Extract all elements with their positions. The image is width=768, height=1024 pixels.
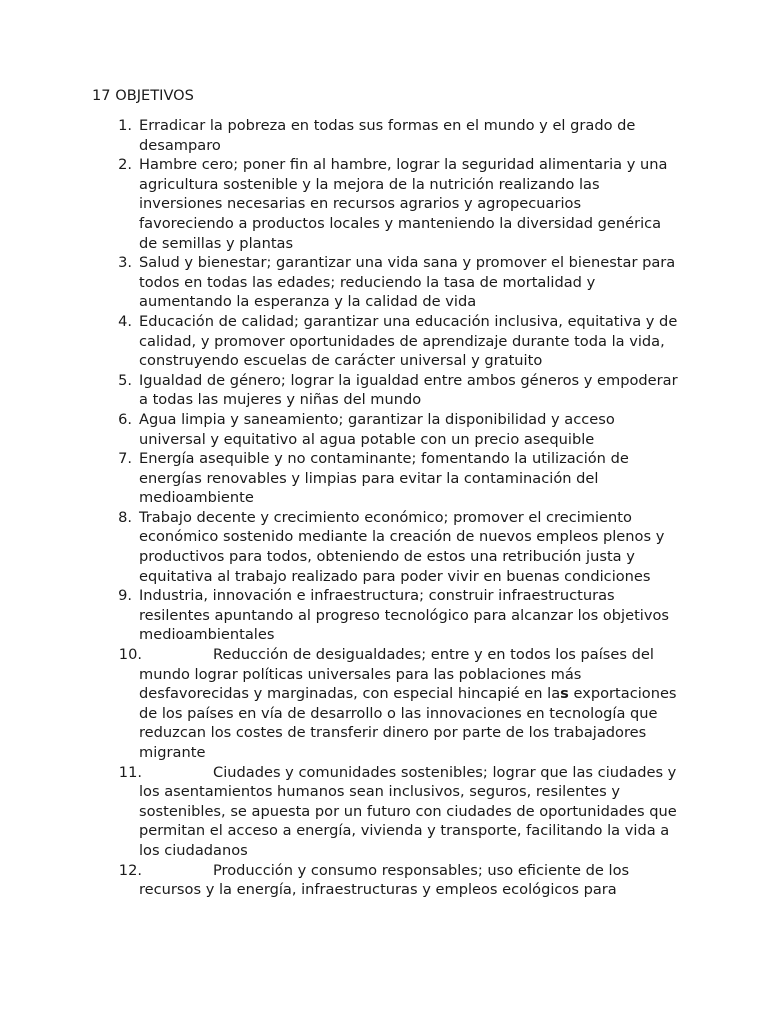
list-item-number: 6.	[118, 410, 132, 428]
list-item-text: Hambre cero; poner fin al hambre, lograr la seguridad alimentaria y una agricultura sostenible y la mejora de la nutrición realizando las inversiones necesarias en recursos agrarios y agropecuarios favoreciendo a productos locales y manteniendo la diversidad genérica de semillas y plantas	[139, 156, 668, 252]
list-item-number: 10.	[118, 646, 142, 664]
document-title: 17 OBJETIVOS	[92, 87, 194, 104]
list-item-text	[139, 645, 679, 763]
list-item-number: 12.	[118, 861, 142, 879]
list-item-text-bold-part: s	[560, 685, 569, 703]
list-item-number: 2.	[118, 156, 132, 174]
objectives-list	[0, 116, 768, 900]
list-item	[0, 508, 768, 586]
list-item-text: Educación de calidad; garantizar una educación inclusiva, equitativa y de calidad, y promover oportunidades de aprendizaje durante toda la vida, construyendo escuelas de carácter universal y gratuito	[139, 312, 678, 370]
list-item-number: 1.	[118, 117, 132, 134]
list-item	[0, 116, 768, 155]
list-item-text: Energía asequible y no contaminante; fomentando la utilización de energías renovables y limpias para evitar la contaminación del medioambiente	[139, 450, 629, 507]
list-item-text: Erradicar la pobreza en todas sus formas en el mundo y el grado de desamparo	[139, 117, 636, 154]
list-item-number: 3.	[118, 254, 132, 272]
list-item	[0, 410, 768, 449]
list-item	[0, 312, 768, 371]
list-item-number: 8.	[118, 508, 132, 526]
list-item-text: Industria, innovación e infraestructura; construir infraestructuras resilentes apuntando al progreso tecnológico para alcanzar los objetivos medioambientales	[139, 587, 670, 644]
list-item-number: 11.	[118, 763, 142, 781]
list-item	[0, 371, 768, 410]
list-item	[0, 763, 768, 861]
list-item-text: Ciudades y comunidades sostenibles; lograr que las ciudades y los asentamientos humanos sean inclusivos, seguros, resilentes y sostenibles, se apuesta por un futuro con ciudades de oportunidades que permitan el acceso a energía, vivienda y transporte, facilitando la vida a los ciudadanos	[139, 763, 677, 859]
list-item-text-part: exportaciones de los países en vía de desarrollo o las innovaciones en tecnología que reduzcan los costes de transferir dinero por parte de los trabajadores migrante	[139, 685, 677, 761]
list-item	[0, 253, 768, 312]
list-item-number: 7.	[118, 450, 132, 468]
list-item	[0, 449, 768, 508]
list-item	[0, 861, 768, 900]
list-item	[0, 155, 768, 253]
list-item-number: 5.	[118, 371, 132, 389]
list-item-text: Producción y consumo responsables; uso eficiente de los recursos y la energía, infraestructuras y empleos ecológicos para	[139, 861, 630, 899]
list-item-text: Trabajo decente y crecimiento económico; promover el crecimiento económico sostenido mediante la creación de nuevos empleos plenos y productivos para todos, obteniendo de estos una retribución justa y equitativa al trabajo realizado para poder vivir en buenas condiciones	[139, 508, 665, 585]
list-item-text: Agua limpia y saneamiento; garantizar la disponibilidad y acceso universal y equitativo al agua potable con un precio asequible	[139, 410, 615, 448]
list-item-text: Salud y bienestar; garantizar una vida sana y promover el bienestar para todos en todas las edades; reduciendo la tasa de mortalidad y aumentando la esperanza y la calidad de vida	[139, 254, 676, 311]
list-item	[0, 586, 768, 645]
list-item-text-part: Reducción de desigualdades; entre y en todos los países del mundo lograr políticas universales para las poblaciones más desfavorecidas y marginadas, con especial hincapié en la	[139, 646, 654, 703]
list-item-number: 4.	[118, 312, 132, 330]
list-item	[0, 645, 768, 763]
list-item-number: 9.	[118, 587, 132, 605]
list-item-text: Igualdad de género; lograr la igualdad entre ambos géneros y empoderar a todas las mujeres y niñas del mundo	[139, 371, 678, 409]
